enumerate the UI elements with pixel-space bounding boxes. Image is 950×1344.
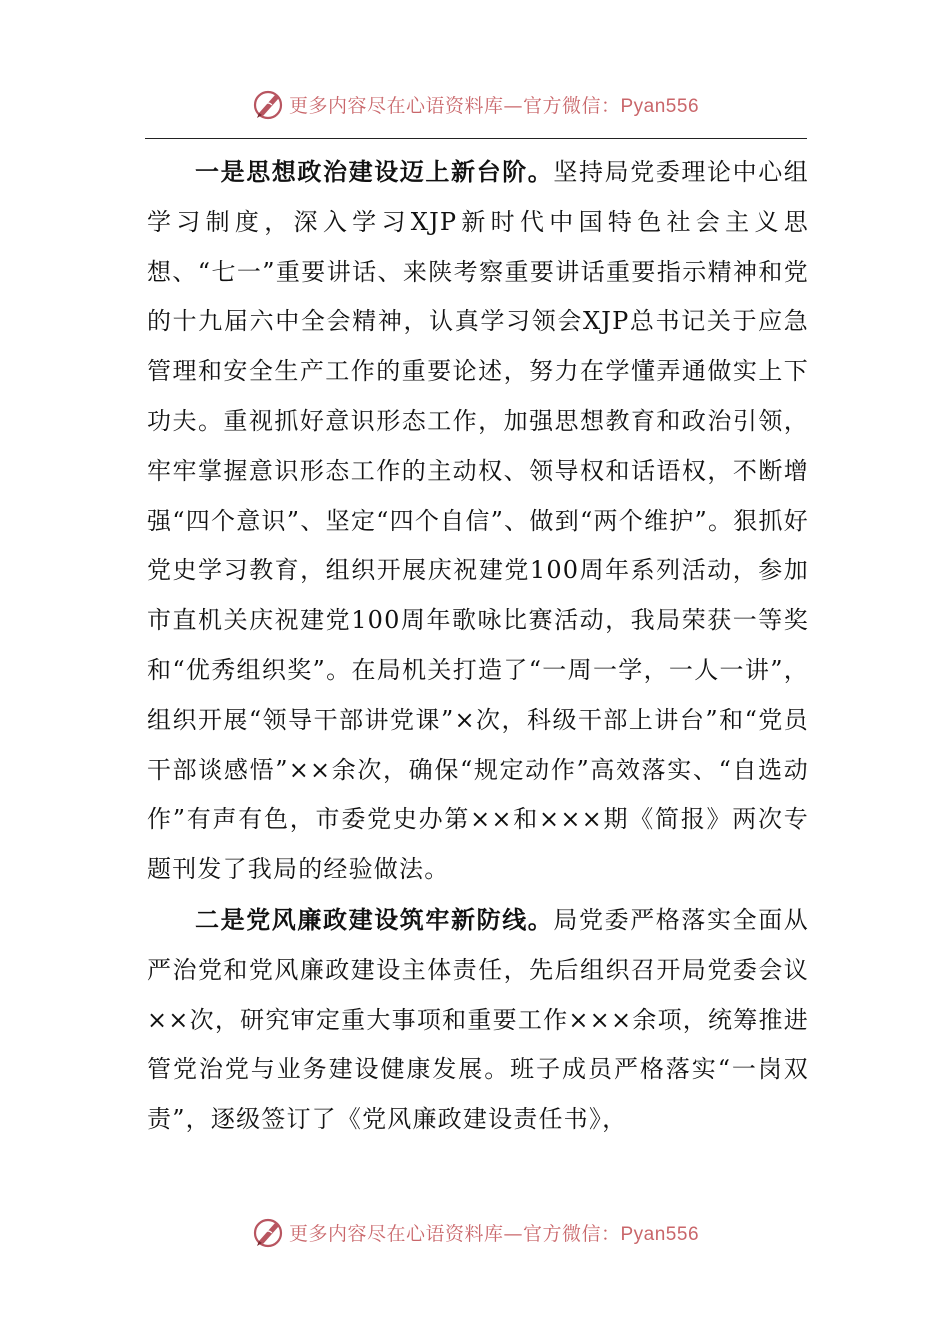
- footer-banner: [0, 1212, 950, 1252]
- wechat-id: Pyan556: [620, 95, 700, 117]
- paragraph-lead: 一是思想政治建设迈上新台阶。: [195, 157, 554, 186]
- pen-logo-icon: [251, 1215, 285, 1249]
- wechat-id: Pyan556: [620, 1223, 700, 1245]
- banner-text: 更多内容尽在心语资料库—官方微信：Pyan556: [288, 1222, 700, 1245]
- paragraph-body: 坚持局党委理论中心组学习制度，深入学习XJP新时代中国特色社会主义思想、“七一”重要讲话、来陕考察重要讲话重要指示精神和党的十九届六中全会精神，认真学习领会XJP总书记关于应急管理和安全生产工作的重要论述，努力在学懂弄通做实上下功夫。重视抓好意识形态工作，加强思想教育和政治引领，牢牢掌握意识形态工作的主动权、领导权和话语权，不断增强“四个意识”、坚定“四个自信”、做到“两个维护”。狠抓好党史学习教育，组织开展庆祝建党100周年系列活动，参加市直机关庆祝建党100周年歌咏比赛活动，我局荣获一等奖和“优秀组织奖”。在局机关打造了“一周一学，一人一讲”，组织开展“领导干部讲党课”×次，科级干部上讲台”和“党员干部谈感悟”××余次，确保“规定动作”高效落实、“自选动作”有声有色，市委党史办第××和×××期《简报》两次专题刊发了我局的经验做法。: [147, 158, 810, 884]
- document-body: [147, 147, 809, 1145]
- paragraph-ideology: [147, 147, 809, 895]
- paragraph-integrity: [147, 895, 809, 1145]
- pen-logo-icon: [251, 87, 285, 121]
- header-rule: [145, 138, 807, 139]
- banner-text: 更多内容尽在心语资料库—官方微信：Pyan556: [288, 94, 700, 117]
- paragraph-body: 局党委严格落实全面从严治党和党风廉政建设主体责任，先后组织召开局党委会议××次，研究审定重大事项和重要工作×××余项，统筹推进管党治党与业务建设健康发展。班子成员严格落实“一岗双责”，逐级签订了《党风廉政建设责任书》，: [147, 905, 810, 1134]
- paragraph-lead: 二是党风廉政建设筑牢新防线。: [195, 904, 554, 934]
- header-banner: [0, 84, 950, 124]
